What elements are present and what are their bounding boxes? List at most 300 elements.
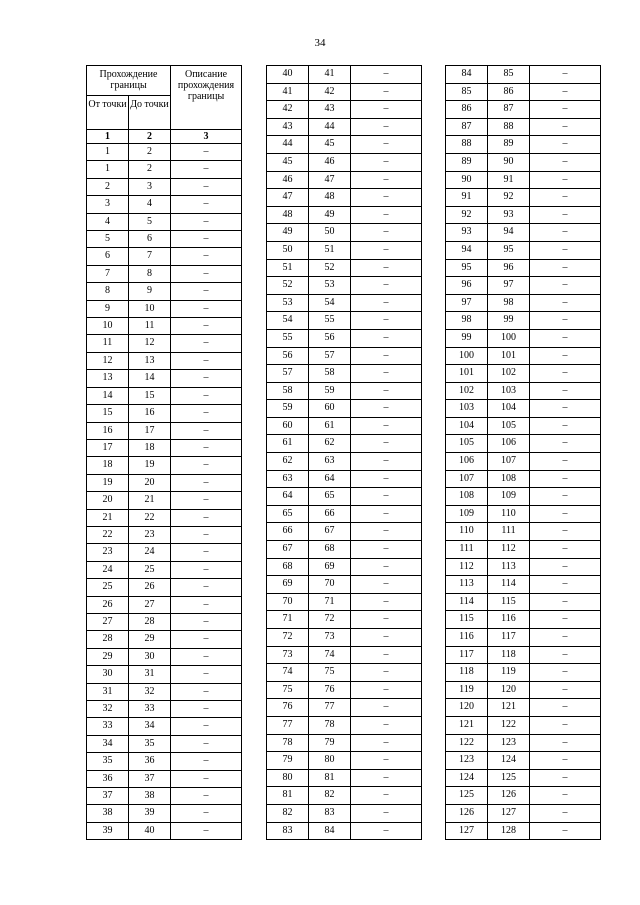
from-point-cell: 107 bbox=[446, 470, 488, 488]
table-row bbox=[87, 352, 242, 369]
table-row bbox=[267, 259, 422, 277]
from-point-cell: 23 bbox=[87, 544, 129, 561]
from-point-cell: 109 bbox=[446, 505, 488, 523]
description-cell: – bbox=[530, 329, 601, 347]
to-point-cell: 105 bbox=[488, 417, 530, 435]
table-row bbox=[446, 83, 601, 101]
from-point-cell: 34 bbox=[87, 735, 129, 752]
table-row bbox=[267, 400, 422, 418]
table-row bbox=[267, 365, 422, 383]
table-row bbox=[267, 752, 422, 770]
from-point-cell: 37 bbox=[87, 788, 129, 805]
description-cell: – bbox=[530, 699, 601, 717]
table-row bbox=[446, 224, 601, 242]
table-row bbox=[446, 558, 601, 576]
to-point-cell: 49 bbox=[309, 206, 351, 224]
table-row bbox=[87, 683, 242, 700]
to-point-cell: 65 bbox=[309, 488, 351, 506]
table-row bbox=[446, 435, 601, 453]
from-point-cell: 69 bbox=[267, 576, 309, 594]
table-row bbox=[446, 400, 601, 418]
from-point-cell: 73 bbox=[267, 646, 309, 664]
description-cell: – bbox=[530, 470, 601, 488]
description-cell: – bbox=[171, 613, 242, 630]
from-point-cell: 59 bbox=[267, 400, 309, 418]
table-row bbox=[446, 329, 601, 347]
from-point-cell: 12 bbox=[87, 352, 129, 369]
table-row bbox=[446, 470, 601, 488]
to-point-cell: 66 bbox=[309, 505, 351, 523]
table-row bbox=[267, 734, 422, 752]
to-point-cell: 116 bbox=[488, 611, 530, 629]
to-point-cell: 104 bbox=[488, 400, 530, 418]
table-row bbox=[87, 509, 242, 526]
to-point-cell: 123 bbox=[488, 734, 530, 752]
from-point-cell: 122 bbox=[446, 734, 488, 752]
to-point-cell: 126 bbox=[488, 787, 530, 805]
table-row bbox=[87, 474, 242, 491]
table-row bbox=[267, 664, 422, 682]
table-row bbox=[267, 716, 422, 734]
table-row bbox=[446, 593, 601, 611]
description-cell: – bbox=[530, 787, 601, 805]
table-row bbox=[267, 470, 422, 488]
table-row bbox=[87, 788, 242, 805]
from-point-cell: 21 bbox=[87, 509, 129, 526]
from-point-cell: 93 bbox=[446, 224, 488, 242]
from-point-cell: 71 bbox=[267, 611, 309, 629]
table-row bbox=[87, 561, 242, 578]
from-point-cell: 98 bbox=[446, 312, 488, 330]
to-point-cell: 106 bbox=[488, 435, 530, 453]
from-point-cell: 82 bbox=[267, 804, 309, 822]
from-point-cell: 76 bbox=[267, 699, 309, 717]
table-row bbox=[267, 118, 422, 136]
to-point-cell: 76 bbox=[309, 681, 351, 699]
from-point-cell: 97 bbox=[446, 294, 488, 312]
table-row bbox=[87, 178, 242, 195]
table-row bbox=[446, 347, 601, 365]
description-cell: – bbox=[351, 400, 422, 418]
from-point-cell: 43 bbox=[267, 118, 309, 136]
from-point-cell: 61 bbox=[267, 435, 309, 453]
description-cell: – bbox=[351, 83, 422, 101]
description-cell: – bbox=[171, 231, 242, 248]
description-cell: – bbox=[351, 294, 422, 312]
table-row bbox=[446, 576, 601, 594]
table-row bbox=[87, 283, 242, 300]
to-point-cell: 39 bbox=[129, 805, 171, 822]
table-row bbox=[267, 241, 422, 259]
table-row bbox=[446, 241, 601, 259]
table-row bbox=[446, 118, 601, 136]
to-point-cell: 77 bbox=[309, 699, 351, 717]
from-point-cell: 68 bbox=[267, 558, 309, 576]
to-point-cell: 118 bbox=[488, 646, 530, 664]
from-point-cell: 80 bbox=[267, 769, 309, 787]
to-point-cell: 92 bbox=[488, 189, 530, 207]
description-cell: – bbox=[171, 492, 242, 509]
description-cell: – bbox=[530, 488, 601, 506]
table-row bbox=[87, 579, 242, 596]
description-cell: – bbox=[171, 370, 242, 387]
table-row bbox=[267, 453, 422, 471]
from-point-cell: 123 bbox=[446, 752, 488, 770]
table-row bbox=[446, 505, 601, 523]
header-to: До точки bbox=[129, 96, 171, 130]
description-cell: – bbox=[530, 382, 601, 400]
description-cell: – bbox=[171, 196, 242, 213]
table-row bbox=[446, 453, 601, 471]
from-point-cell: 91 bbox=[446, 189, 488, 207]
from-point-cell: 1 bbox=[87, 161, 129, 178]
table-row bbox=[267, 769, 422, 787]
header-from: От точки bbox=[87, 96, 129, 130]
from-point-cell: 79 bbox=[267, 752, 309, 770]
table-row bbox=[267, 101, 422, 119]
table-row bbox=[267, 558, 422, 576]
description-cell: – bbox=[351, 822, 422, 840]
from-point-cell: 115 bbox=[446, 611, 488, 629]
from-point-cell: 16 bbox=[87, 422, 129, 439]
to-point-cell: 2 bbox=[129, 144, 171, 161]
table-row bbox=[267, 66, 422, 84]
table-row bbox=[87, 544, 242, 561]
to-point-cell: 12 bbox=[129, 335, 171, 352]
from-point-cell: 110 bbox=[446, 523, 488, 541]
description-cell: – bbox=[530, 664, 601, 682]
description-cell: – bbox=[351, 505, 422, 523]
description-cell: – bbox=[530, 365, 601, 383]
description-cell: – bbox=[351, 224, 422, 242]
to-point-cell: 9 bbox=[129, 283, 171, 300]
description-cell: – bbox=[351, 523, 422, 541]
description-cell: – bbox=[530, 769, 601, 787]
to-point-cell: 40 bbox=[129, 822, 171, 839]
table-row bbox=[87, 718, 242, 735]
table-row bbox=[87, 701, 242, 718]
table-row bbox=[267, 277, 422, 295]
description-cell: – bbox=[351, 664, 422, 682]
to-point-cell: 127 bbox=[488, 804, 530, 822]
table-row bbox=[446, 541, 601, 559]
description-cell: – bbox=[351, 189, 422, 207]
description-cell: – bbox=[171, 474, 242, 491]
to-point-cell: 21 bbox=[129, 492, 171, 509]
to-point-cell: 93 bbox=[488, 206, 530, 224]
to-point-cell: 42 bbox=[309, 83, 351, 101]
table-row bbox=[87, 231, 242, 248]
description-cell: – bbox=[171, 439, 242, 456]
from-point-cell: 99 bbox=[446, 329, 488, 347]
description-cell: – bbox=[171, 318, 242, 335]
to-point-cell: 110 bbox=[488, 505, 530, 523]
to-point-cell: 70 bbox=[309, 576, 351, 594]
table-row bbox=[87, 144, 242, 161]
description-cell: – bbox=[530, 118, 601, 136]
table-row bbox=[87, 648, 242, 665]
to-point-cell: 10 bbox=[129, 300, 171, 317]
to-point-cell: 3 bbox=[129, 178, 171, 195]
from-point-cell: 117 bbox=[446, 646, 488, 664]
to-point-cell: 83 bbox=[309, 804, 351, 822]
from-point-cell: 7 bbox=[87, 265, 129, 282]
table-row bbox=[267, 593, 422, 611]
description-cell: – bbox=[530, 259, 601, 277]
to-point-cell: 108 bbox=[488, 470, 530, 488]
to-point-cell: 109 bbox=[488, 488, 530, 506]
description-cell: – bbox=[351, 453, 422, 471]
description-cell: – bbox=[530, 629, 601, 647]
table-row bbox=[446, 787, 601, 805]
to-point-cell: 96 bbox=[488, 259, 530, 277]
to-point-cell: 32 bbox=[129, 683, 171, 700]
from-point-cell: 62 bbox=[267, 453, 309, 471]
to-point-cell: 74 bbox=[309, 646, 351, 664]
description-cell: – bbox=[530, 611, 601, 629]
header-col-1: 1 bbox=[87, 130, 129, 144]
from-point-cell: 18 bbox=[87, 457, 129, 474]
from-point-cell: 25 bbox=[87, 579, 129, 596]
from-point-cell: 53 bbox=[267, 294, 309, 312]
from-point-cell: 77 bbox=[267, 716, 309, 734]
from-point-cell: 41 bbox=[267, 83, 309, 101]
to-point-cell: 24 bbox=[129, 544, 171, 561]
header-passage: Прохождение границы bbox=[87, 66, 171, 96]
to-point-cell: 50 bbox=[309, 224, 351, 242]
header-col-2: 2 bbox=[129, 130, 171, 144]
description-cell: – bbox=[351, 66, 422, 84]
description-cell: – bbox=[171, 526, 242, 543]
to-point-cell: 26 bbox=[129, 579, 171, 596]
from-point-cell: 95 bbox=[446, 259, 488, 277]
description-cell: – bbox=[530, 277, 601, 295]
to-point-cell: 91 bbox=[488, 171, 530, 189]
to-point-cell: 57 bbox=[309, 347, 351, 365]
table-row bbox=[87, 439, 242, 456]
description-cell: – bbox=[351, 593, 422, 611]
table-row bbox=[446, 189, 601, 207]
to-point-cell: 115 bbox=[488, 593, 530, 611]
description-cell: – bbox=[171, 422, 242, 439]
from-point-cell: 89 bbox=[446, 153, 488, 171]
table-row bbox=[267, 83, 422, 101]
description-cell: – bbox=[351, 470, 422, 488]
from-point-cell: 106 bbox=[446, 453, 488, 471]
to-point-cell: 90 bbox=[488, 153, 530, 171]
from-point-cell: 44 bbox=[267, 136, 309, 154]
to-point-cell: 51 bbox=[309, 241, 351, 259]
from-point-cell: 86 bbox=[446, 101, 488, 119]
from-point-cell: 40 bbox=[267, 66, 309, 84]
description-cell: – bbox=[171, 509, 242, 526]
description-cell: – bbox=[530, 435, 601, 453]
from-point-cell: 90 bbox=[446, 171, 488, 189]
to-point-cell: 47 bbox=[309, 171, 351, 189]
description-cell: – bbox=[351, 365, 422, 383]
to-point-cell: 20 bbox=[129, 474, 171, 491]
to-point-cell: 58 bbox=[309, 365, 351, 383]
description-cell: – bbox=[530, 224, 601, 242]
from-point-cell: 84 bbox=[446, 66, 488, 84]
to-point-cell: 36 bbox=[129, 753, 171, 770]
table-row bbox=[267, 329, 422, 347]
from-point-cell: 111 bbox=[446, 541, 488, 559]
from-point-cell: 54 bbox=[267, 312, 309, 330]
description-cell: – bbox=[530, 505, 601, 523]
to-point-cell: 107 bbox=[488, 453, 530, 471]
description-cell: – bbox=[171, 283, 242, 300]
to-point-cell: 59 bbox=[309, 382, 351, 400]
table-row bbox=[446, 822, 601, 840]
description-cell: – bbox=[351, 541, 422, 559]
from-point-cell: 85 bbox=[446, 83, 488, 101]
from-point-cell: 56 bbox=[267, 347, 309, 365]
to-point-cell: 125 bbox=[488, 769, 530, 787]
description-cell: – bbox=[171, 387, 242, 404]
description-cell: – bbox=[351, 752, 422, 770]
from-point-cell: 13 bbox=[87, 370, 129, 387]
description-cell: – bbox=[171, 405, 242, 422]
table-row bbox=[446, 664, 601, 682]
to-point-cell: 95 bbox=[488, 241, 530, 259]
description-cell: – bbox=[171, 735, 242, 752]
from-point-cell: 127 bbox=[446, 822, 488, 840]
from-point-cell: 10 bbox=[87, 318, 129, 335]
table-row bbox=[267, 488, 422, 506]
table-row bbox=[267, 804, 422, 822]
from-point-cell: 52 bbox=[267, 277, 309, 295]
to-point-cell: 89 bbox=[488, 136, 530, 154]
description-cell: – bbox=[351, 329, 422, 347]
table-row bbox=[87, 422, 242, 439]
to-point-cell: 94 bbox=[488, 224, 530, 242]
description-cell: – bbox=[530, 593, 601, 611]
to-point-cell: 13 bbox=[129, 352, 171, 369]
to-point-cell: 19 bbox=[129, 457, 171, 474]
from-point-cell: 30 bbox=[87, 666, 129, 683]
table-row bbox=[267, 382, 422, 400]
to-point-cell: 25 bbox=[129, 561, 171, 578]
table-row bbox=[267, 435, 422, 453]
table-row bbox=[87, 387, 242, 404]
table-row bbox=[446, 206, 601, 224]
from-point-cell: 57 bbox=[267, 365, 309, 383]
description-cell: – bbox=[530, 153, 601, 171]
from-point-cell: 103 bbox=[446, 400, 488, 418]
to-point-cell: 29 bbox=[129, 631, 171, 648]
description-cell: – bbox=[171, 352, 242, 369]
to-point-cell: 97 bbox=[488, 277, 530, 295]
description-cell: – bbox=[530, 804, 601, 822]
table-row bbox=[446, 365, 601, 383]
to-point-cell: 72 bbox=[309, 611, 351, 629]
to-point-cell: 73 bbox=[309, 629, 351, 647]
description-cell: – bbox=[351, 769, 422, 787]
description-cell: – bbox=[351, 646, 422, 664]
page-number: 34 bbox=[314, 37, 326, 49]
from-point-cell: 45 bbox=[267, 153, 309, 171]
from-point-cell: 100 bbox=[446, 347, 488, 365]
description-cell: – bbox=[530, 417, 601, 435]
boundary-table-right bbox=[445, 65, 601, 840]
description-cell: – bbox=[530, 716, 601, 734]
description-cell: – bbox=[171, 300, 242, 317]
table-row bbox=[87, 318, 242, 335]
to-point-cell: 122 bbox=[488, 716, 530, 734]
from-point-cell: 104 bbox=[446, 417, 488, 435]
table-row bbox=[87, 492, 242, 509]
description-cell: – bbox=[171, 248, 242, 265]
to-point-cell: 103 bbox=[488, 382, 530, 400]
table-row bbox=[267, 541, 422, 559]
from-point-cell: 20 bbox=[87, 492, 129, 509]
to-point-cell: 88 bbox=[488, 118, 530, 136]
table-row bbox=[87, 596, 242, 613]
from-point-cell: 60 bbox=[267, 417, 309, 435]
to-point-cell: 35 bbox=[129, 735, 171, 752]
from-point-cell: 92 bbox=[446, 206, 488, 224]
description-cell: – bbox=[351, 118, 422, 136]
to-point-cell: 80 bbox=[309, 752, 351, 770]
to-point-cell: 82 bbox=[309, 787, 351, 805]
description-cell: – bbox=[351, 435, 422, 453]
from-point-cell: 1 bbox=[87, 144, 129, 161]
description-cell: – bbox=[530, 734, 601, 752]
table-row bbox=[446, 523, 601, 541]
to-point-cell: 62 bbox=[309, 435, 351, 453]
to-point-cell: 124 bbox=[488, 752, 530, 770]
from-point-cell: 3 bbox=[87, 196, 129, 213]
description-cell: – bbox=[351, 629, 422, 647]
table-row bbox=[87, 666, 242, 683]
table-row bbox=[446, 153, 601, 171]
from-point-cell: 4 bbox=[87, 213, 129, 230]
to-point-cell: 2 bbox=[129, 161, 171, 178]
from-point-cell: 87 bbox=[446, 118, 488, 136]
description-cell: – bbox=[351, 347, 422, 365]
description-cell: – bbox=[171, 579, 242, 596]
to-point-cell: 64 bbox=[309, 470, 351, 488]
to-point-cell: 48 bbox=[309, 189, 351, 207]
description-cell: – bbox=[351, 488, 422, 506]
table-row bbox=[267, 822, 422, 840]
table-row bbox=[446, 646, 601, 664]
description-cell: – bbox=[171, 805, 242, 822]
description-cell: – bbox=[530, 294, 601, 312]
table-row bbox=[87, 300, 242, 317]
table-row bbox=[446, 699, 601, 717]
description-cell: – bbox=[351, 787, 422, 805]
table-row bbox=[267, 681, 422, 699]
from-point-cell: 116 bbox=[446, 629, 488, 647]
from-point-cell: 48 bbox=[267, 206, 309, 224]
to-point-cell: 128 bbox=[488, 822, 530, 840]
to-point-cell: 98 bbox=[488, 294, 530, 312]
description-cell: – bbox=[530, 189, 601, 207]
to-point-cell: 27 bbox=[129, 596, 171, 613]
from-point-cell: 42 bbox=[267, 101, 309, 119]
from-point-cell: 119 bbox=[446, 681, 488, 699]
table-row bbox=[267, 699, 422, 717]
from-point-cell: 38 bbox=[87, 805, 129, 822]
table-row bbox=[446, 611, 601, 629]
to-point-cell: 101 bbox=[488, 347, 530, 365]
description-cell: – bbox=[530, 206, 601, 224]
to-point-cell: 113 bbox=[488, 558, 530, 576]
table-row bbox=[87, 753, 242, 770]
to-point-cell: 5 bbox=[129, 213, 171, 230]
